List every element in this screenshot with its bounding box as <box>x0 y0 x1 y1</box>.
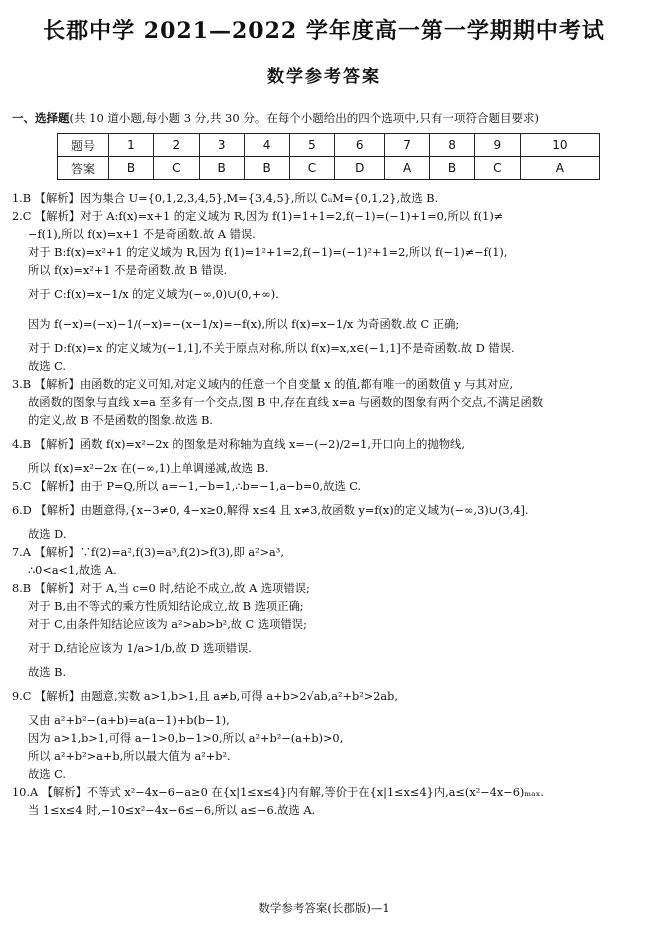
answer-table-head-number: 题号 <box>58 134 109 157</box>
section-heading <box>12 110 539 126</box>
answer-cell: A <box>385 157 430 180</box>
question-number: 7 <box>385 134 430 157</box>
solution-line: ∴0<a<1,故选 A. <box>28 564 117 577</box>
solution-line: 所以 a²+b²>a+b,所以最大值为 a²+b². <box>28 750 231 763</box>
answer-cell: A <box>520 157 599 180</box>
question-number: 8 <box>430 134 475 157</box>
section-label: 一、选择题 <box>12 111 70 125</box>
solution-line: 因为 f(−x)=(−x)−1/(−x)=−(x−1/x)=−f(x),所以 f(x)=x−1/x 为奇函数.故 C 正确; <box>28 318 460 331</box>
answer-subtitle: 数学参考答案 <box>267 67 381 87</box>
exam-title: 长郡中学 2021—2022 学年度高一第一学期期中考试 <box>43 18 605 44</box>
solution-q2 <box>12 208 640 376</box>
question-number: 2 <box>153 134 199 157</box>
answer-table <box>57 133 600 180</box>
solution-line: 4.B 【解析】函数 f(x)=x²−2x 的图象是对称轴为直线 x=−(−2)/2=1,开口向上的抛物线, <box>12 438 465 451</box>
solution-q6 <box>12 496 640 544</box>
solution-line: 所以 f(x)=x²−2x 在(−∞,1)上单调递减,故选 B. <box>28 462 269 475</box>
solution-line: 对于 C:f(x)=x−1/x 的定义域为(−∞,0)∪(0,+∞). <box>28 288 279 301</box>
solution-line: 对于 B,由不等式的乘方性质知结论成立,故 B 选项正确; <box>28 600 304 613</box>
answer-cell: C <box>474 157 520 180</box>
answer-cell: B <box>199 157 244 180</box>
solution-line: 故选 D. <box>28 528 67 541</box>
solution-line: 对于 B:f(x)=x²+1 的定义域为 R,因为 f(1)=1²+1=2,f(−1)=(−1)²+1=2,所以 f(−1)≠−f(1), <box>28 246 508 259</box>
solution-line: 的定义,故 B 不是函数的图象.故选 B. <box>28 414 214 427</box>
answer-cell: B <box>430 157 475 180</box>
answer-table-row-answers <box>58 157 600 180</box>
solution-line: 3.B 【解析】由函数的定义可知,对定义域内的任意一个自变量 x 的值,都有唯一的函数值 y 与其对应, <box>12 378 514 391</box>
answer-table-row-numbers <box>58 134 600 157</box>
solution-line: 10.A 【解析】不等式 x²−4x−6−a≥0 在{x|1≤x≤4}内有解,等价于在{x|1≤x≤4}内,a≤(x²−4x−6)ₘₐₓ. <box>12 786 544 799</box>
solution-line: −f(1),所以 f(x)=x+1 不是奇函数.故 A 错误. <box>28 228 256 241</box>
solution-line: 所以 f(x)=x²+1 不是奇函数.故 B 错误. <box>28 264 228 277</box>
solution-line: 对于 D,结论应该为 1/a>1/b,故 D 选项错误. <box>28 642 252 655</box>
answer-table-head-answer: 答案 <box>58 157 109 180</box>
solutions <box>12 190 640 820</box>
solution-line: 故选 C. <box>28 768 67 781</box>
solution-q8 <box>12 580 640 682</box>
solution-q9 <box>12 682 640 784</box>
question-number: 5 <box>289 134 335 157</box>
answer-cell: C <box>153 157 199 180</box>
answer-cell: D <box>335 157 385 180</box>
question-number: 3 <box>199 134 244 157</box>
question-number: 6 <box>335 134 385 157</box>
page-footer: 数学参考答案(长郡版)—1 <box>258 901 390 915</box>
answer-cell: B <box>244 157 289 180</box>
solution-line: 因为 a>1,b>1,可得 a−1>0,b−1>0,所以 a²+b²−(a+b)>0, <box>28 732 344 745</box>
question-number: 1 <box>109 134 154 157</box>
answer-cell: B <box>109 157 154 180</box>
solution-line: 5.C 【解析】由于 P=Q,所以 a=−1,−b=1,∴b=−1,a−b=0,故选 C. <box>12 480 362 493</box>
solution-q10 <box>12 784 640 820</box>
solution-line: 故函数的图象与直线 x=a 至多有一个交点,图 B 中,存在直线 x=a 与函数的图象有两个交点,不满足函数 <box>28 396 544 409</box>
solution-line: 7.A 【解析】∵f(2)=a²,f(3)=a³,f(2)>f(3),即 a²>a³, <box>12 546 284 559</box>
solution-line: 9.C 【解析】由题意,实数 a>1,b>1,且 a≠b,可得 a+b>2√ab,a²+b²>2ab, <box>12 690 398 703</box>
solution-line: 2.C 【解析】对于 A:f(x)=x+1 的定义域为 R,因为 f(1)=1+1=2,f(−1)=(−1)+1=0,所以 f(1)≠ <box>12 210 504 223</box>
solution-line: 故选 C. <box>28 360 67 373</box>
question-number: 10 <box>520 134 599 157</box>
solution-line: 1.B 【解析】因为集合 U={0,1,2,3,4,5},M={3,4,5},所以 ∁ᵤM={0,1,2},故选 B. <box>12 192 439 205</box>
solution-q7 <box>12 544 640 580</box>
solution-line: 故选 B. <box>28 666 67 679</box>
question-number: 4 <box>244 134 289 157</box>
solution-q5 <box>12 478 640 496</box>
solution-line: 又由 a²+b²−(a+b)=a(a−1)+b(b−1), <box>28 714 230 727</box>
section-description: (共 10 道小题,每小题 3 分,共 30 分。在每个小题给出的四个选项中,只有一项符合题目要求) <box>69 111 539 125</box>
solution-line: 当 1≤x≤4 时,−10≤x²−4x−6≤−6,所以 a≤−6.故选 A. <box>28 804 316 817</box>
answer-cell: C <box>289 157 335 180</box>
solution-line: 对于 C,由条件知结论应该为 a²>ab>b²,故 C 选项错误; <box>28 618 307 631</box>
solution-q3 <box>12 376 640 430</box>
solution-q4 <box>12 430 640 478</box>
solution-line: 对于 D:f(x)=x 的定义域为(−1,1],不关于原点对称,所以 f(x)=x,x∈(−1,1]不是奇函数.故 D 错误. <box>28 342 515 355</box>
solution-line: 6.D 【解析】由题意得,{x−3≠0, 4−x≥0,解得 x≤4 且 x≠3,故函数 y=f(x)的定义域为(−∞,3)∪(3,4]. <box>12 504 529 517</box>
question-number: 9 <box>474 134 520 157</box>
solution-q1 <box>12 190 640 208</box>
solution-line: 8.B 【解析】对于 A,当 c=0 时,结论不成立,故 A 选项错误; <box>12 582 310 595</box>
